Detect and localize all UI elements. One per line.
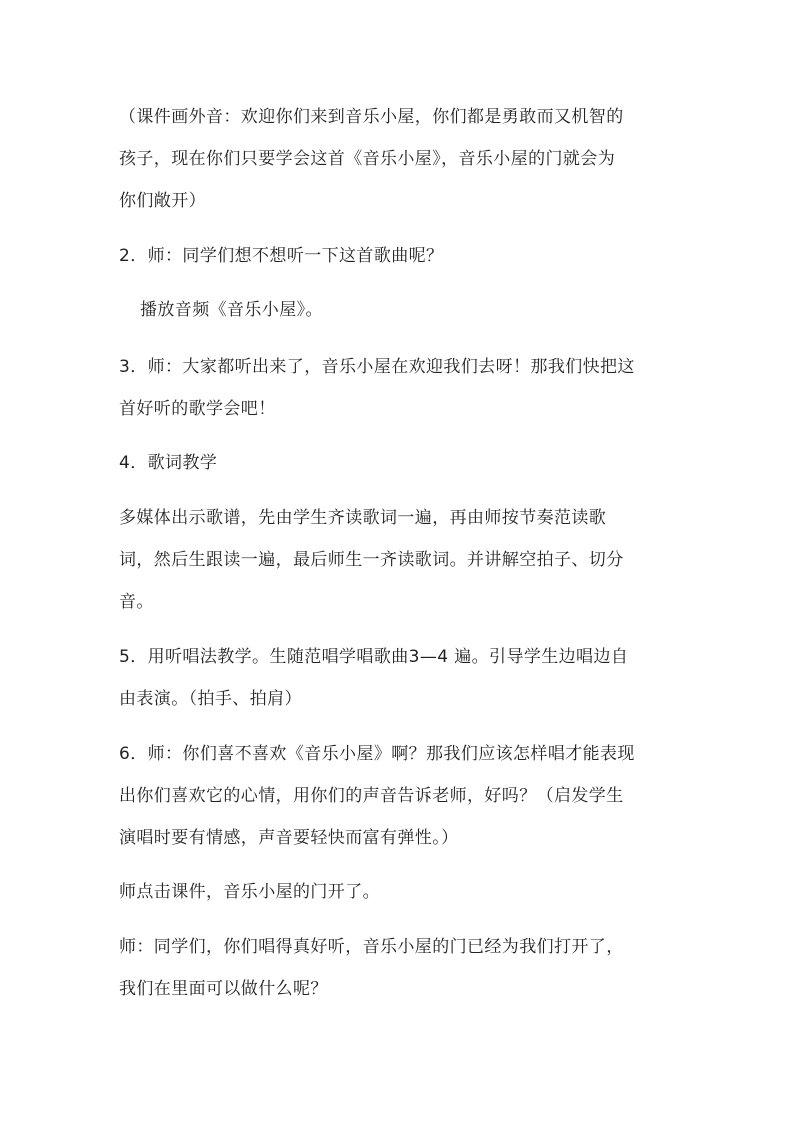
text-line: 我们在里面可以做什么呢？ [119,979,328,999]
text-line: 师：同学们，你们唱得真好听，音乐小屋的门已经为我们打开了， [119,937,624,957]
text-line: 播放音频《音乐小屋》。 [140,300,323,320]
numbered-item-4: 4．歌词教学 [119,453,218,473]
text-line: 演唱时要有情感，声音要轻快而富有弹性。） [119,828,459,848]
text-line: 词，然后生跟读一遍，最后师生一齐读歌词。并讲解空拍子、切分 [119,550,624,570]
text-line: （课件画外音：欢迎你们来到音乐小屋，你们都是勇敢而又机智的 [119,107,624,127]
numbered-item-6: 6．师：你们喜不喜欢《音乐小屋》啊？那我们应该怎样唱才能表现 [119,744,635,764]
text-line: 你们敞开） [119,191,206,211]
text-line: 多媒体出示歌谱，先由学生齐读歌词一遍，再由师按节奏范读歌 [119,508,607,528]
text-line: 孩子，现在你们只要学会这首《音乐小屋》，音乐小屋的门就会为 [119,149,616,169]
text-line: 由表演。（拍手、拍肩） [119,689,302,709]
text-line: 出你们喜欢它的心情，用你们的声音告诉老师，好吗？（启发学生 [119,786,624,806]
text-line: 首好听的歌学会吧！ [119,399,276,419]
numbered-item-2: 2．师：同学们想不想听一下这首歌曲呢？ [119,246,444,266]
numbered-item-5: 5．用听唱法教学。生随范唱学唱歌曲3—4 遍。引导学生边唱边自 [119,647,629,667]
numbered-item-3: 3．师：大家都听出来了，音乐小屋在欢迎我们去呀！那我们快把这 [119,357,635,377]
text-line: 音。 [119,592,154,612]
text-line: 师点击课件，音乐小屋的门开了。 [119,882,380,902]
